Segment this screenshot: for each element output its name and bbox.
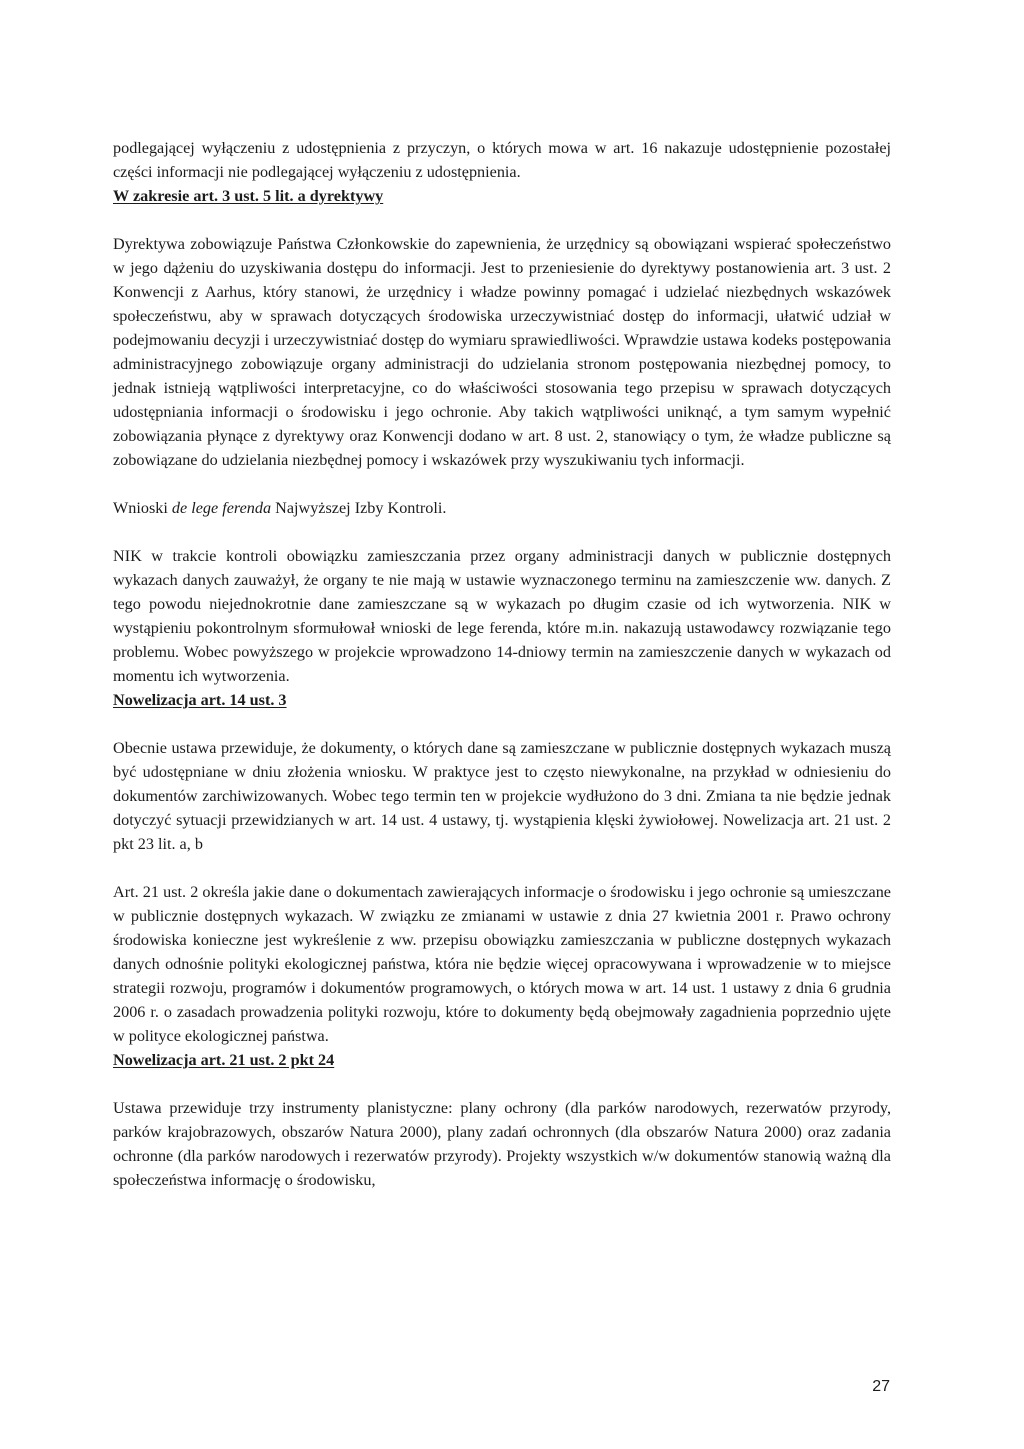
proposals-text-start: Wnioski: [113, 499, 172, 517]
paragraph-planning-instruments: Ustawa przewiduje trzy instrumenty planistyczne: plany ochrony (dla parków narodowych, rezerwatów przyrody, parków krajobrazowych, obszarów Natura 2000), plany zadań ochronnych (dla obszarów Natura 2000) oraz zadania ochronne (dla parków narodowych i rezerwatów przyrody). Projekty wszystkich w/w dokumentów stanowią ważną dla społeczeństwa informację o środowisku,: [113, 1099, 891, 1189]
proposals-text-italic: de lege ferenda: [171, 499, 272, 517]
proposals-text-end: Najwyższej Izby Kontroli.: [271, 499, 447, 517]
paragraph-directive: Dyrektywa zobowiązuje Państwa Członkowskie do zapewnienia, że urzędnicy są obowiązani wspierać społeczeństwo w jego dążeniu do uzyskiwania dostępu do informacji. Jest to przeniesienie do dyrektywy postanowienia art. 3 ust. 2 Konwencji z Aarhus, który stanowi, że urzędnicy i władze powinny pomagać i udzielać niezbędnych wskazówek społeczeństwu, aby w sprawach dotyczących środowiska urzeczywistniać dostęp do informacji, ułatwić udział w podejmowaniu decyzji i urzeczywistniać dostęp do wymiaru sprawiedliwości. Wprawdzie ustawa kodeks postępowania administracyjnego zobowiązuje organy administracji do udzielania stronom postępowania niezbędnej pomocy, to jednak istnieją wątpliwości interpretacyjne, co do właściwości stosowania tego przepisu w sprawach dotyczących udostępniania informacji o środowisku i jego ochronie. Aby takich wątpliwości uniknąć, a tym samym wypełnić zobowiązania płynące z dyrektywy oraz Konwencji dodano w art. 8 ust. 2, stanowiący o tym, że władze publiczne są zobowiązane do udzielania niezbędnej pomocy i wskazówek przy wyszukiwaniu tych informacji.: [113, 235, 891, 469]
section-heading-art-14: Nowelizacja art. 14 ust. 3: [113, 691, 287, 709]
section-heading-art-3: W zakresie art. 3 ust. 5 lit. a dyrektywy: [113, 187, 384, 205]
section-heading-art-21-pkt-24: Nowelizacja art. 21 ust. 2 pkt 24: [113, 1051, 335, 1069]
paragraph-nik-control: NIK w trakcie kontroli obowiązku zamieszczania przez organy administracji danych w publicznie dostępnych wykazach danych zauważył, że organy te nie mają w ustawie wyznaczonego terminu na zamieszczenie ww. danych. Z tego powodu niejednokrotnie dane zamieszczane są w wykazach po długim czasie od ich wytworzenia. NIK w wystąpieniu pokontrolnym sformułował wnioski de lege ferenda, które m.in. nakazują ustawodawcy rozwiązanie tego problemu. Wobec powyższego w projekcie wprowadzono 14-dniowy termin na zamieszczenie danych w wykazach od momentu ich wytworzenia.: [113, 547, 891, 685]
document-page: [113, 136, 891, 1192]
paragraph-continuation: podlegającej wyłączeniu z udostępnienia z przyczyn, o których mowa w art. 16 nakazuje udostępnienie pozostałej części informacji nie podlegającej wyłączeniu z udostępnienia.: [113, 139, 891, 181]
paragraph-art-14: Obecnie ustawa przewiduje, że dokumenty, o których dane są zamieszczane w publicznie dostępnych wykazach muszą być udostępniane w dniu złożenia wniosku. W praktyce jest to często niewykonalne, na przykład w odniesieniu do dokumentów zarchiwizowanych. Wobec tego termin ten w projekcie wydłużono do 3 dni. Zmiana ta nie będzie jednak dotyczyć sytuacji przewidzianych w art. 14 ust. 4 ustawy, tj. wystąpienia klęski żywiołowej. Nowelizacja art. 21 ust. 2 pkt 23 lit. a, b: [113, 739, 891, 853]
paragraph-art-21: Art. 21 ust. 2 określa jakie dane o dokumentach zawierających informacje o środowisku i jego ochronie są umieszczane w publicznie dostępnych wykazach. W związku ze zmianami w ustawie z dnia 27 kwietnia 2001 r. Prawo ochrony środowiska konieczne jest wykreślenie z ww. przepisu obowiązku zamieszczania w publiczne dostępnych wykazach danych odnośnie polityki ekologicznej państwa, która nie będzie więcej opracowywana i wprowadzenie w to miejsce strategii rozwoju, programów i dokumentów programowych, o których mowa w art. 14 ust. 1 ustawy z dnia 6 grudnia 2006 r. o zasadach prowadzenia polityki rozwoju, które to dokumenty będą obejmowały zagadnienia poprzednio ujęte w polityce ekologicznej państwa.: [113, 883, 891, 1045]
page-number: 27: [872, 1378, 890, 1395]
paragraph-nik-proposals: [113, 496, 891, 520]
